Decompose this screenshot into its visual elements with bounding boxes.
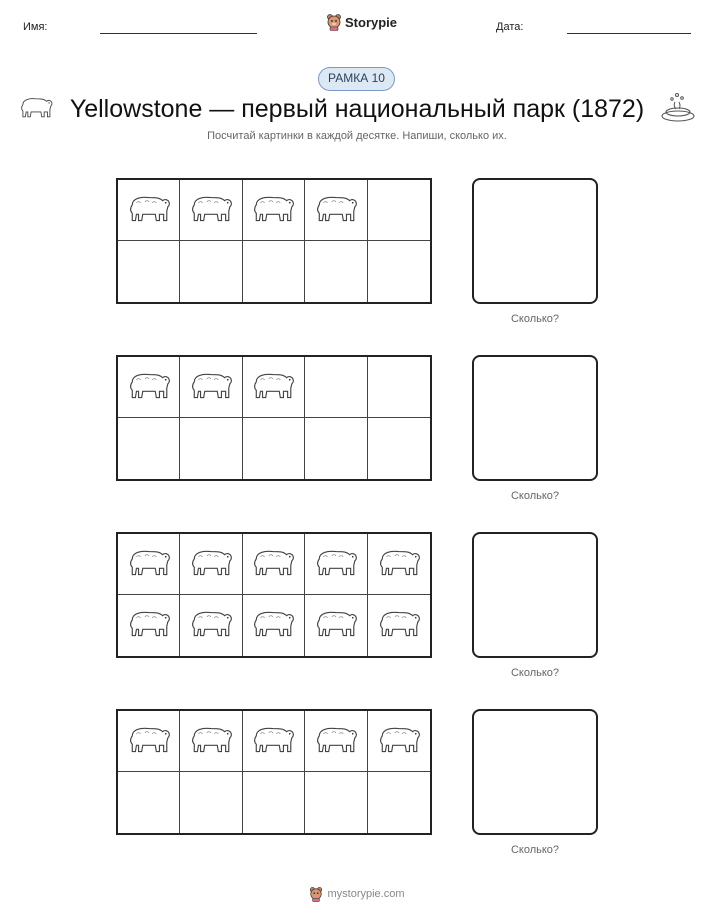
bear-icon	[250, 545, 296, 584]
frame-cell	[180, 534, 242, 595]
bear-icon	[376, 545, 422, 584]
brand-logo	[326, 13, 397, 31]
bear-icon	[188, 606, 234, 645]
frame-cell	[243, 357, 305, 418]
frame-cell	[368, 595, 430, 656]
bear-icon	[126, 545, 172, 584]
frame-cell	[118, 711, 180, 772]
instructions: Посчитай картинки в каждой десятке. Напиши, сколько их.	[207, 130, 507, 142]
frame-cell	[180, 772, 242, 833]
answer-box-3[interactable]	[472, 532, 598, 658]
frame-cell	[368, 180, 430, 241]
how-many-label-3: Сколько?	[510, 667, 560, 679]
frame-cell	[243, 418, 305, 479]
bear-icon	[313, 191, 359, 230]
bear-icon	[188, 722, 234, 761]
bear-icon	[250, 722, 296, 761]
frame-cell	[180, 180, 242, 241]
storypie-mascot-icon	[309, 886, 323, 902]
answer-box-2[interactable]	[472, 355, 598, 481]
bear-icon	[250, 606, 296, 645]
frame-cell	[305, 418, 367, 479]
frame-cell	[243, 241, 305, 302]
name-label: Имя:	[23, 21, 48, 33]
answer-box-4[interactable]	[472, 709, 598, 835]
frame-cell	[180, 418, 242, 479]
frame-cell	[243, 534, 305, 595]
bear-icon	[250, 191, 296, 230]
frame-cell	[118, 772, 180, 833]
frame-cell	[368, 418, 430, 479]
bear-icon	[376, 606, 422, 645]
ten-frame-4	[116, 709, 432, 835]
frame-cell	[368, 534, 430, 595]
brand-name: Storypie	[345, 14, 398, 30]
frame-cell	[118, 418, 180, 479]
bear-icon	[313, 545, 359, 584]
name-field[interactable]	[100, 33, 257, 34]
bear-icon	[313, 606, 359, 645]
frame-cell	[180, 711, 242, 772]
how-many-label-4: Сколько?	[510, 844, 560, 856]
frame-cell	[180, 357, 242, 418]
bear-icon	[376, 722, 422, 761]
footer-url: mystorypie.com	[327, 888, 405, 900]
frame-cell	[305, 595, 367, 656]
bear-icon	[250, 368, 296, 407]
frame-cell	[368, 241, 430, 302]
how-many-label-2: Сколько?	[510, 490, 560, 502]
date-label: Дата:	[496, 21, 524, 33]
frame-cell	[243, 595, 305, 656]
frame-cell	[118, 595, 180, 656]
frame-cell	[243, 711, 305, 772]
frame-cell	[118, 241, 180, 302]
frame-cell	[305, 241, 367, 302]
ten-frame-1	[116, 178, 432, 304]
frame-cell	[368, 711, 430, 772]
frame-cell	[368, 357, 430, 418]
bear-icon	[188, 191, 234, 230]
frame-cell	[118, 357, 180, 418]
frame-cell	[305, 180, 367, 241]
frame-cell	[305, 711, 367, 772]
bear-icon	[126, 368, 172, 407]
frame-cell	[305, 357, 367, 418]
bear-icon	[126, 191, 172, 230]
bear-icon	[188, 545, 234, 584]
ten-frame-2	[116, 355, 432, 481]
frame-cell	[305, 772, 367, 833]
bear-icon	[126, 606, 172, 645]
page-title: Yellowstone — первый национальный парк (1872)	[69, 95, 645, 123]
answer-box-1[interactable]	[472, 178, 598, 304]
frame-cell	[243, 772, 305, 833]
frame-cell	[305, 534, 367, 595]
bear-icon	[313, 722, 359, 761]
date-field[interactable]	[567, 33, 691, 34]
frame-cell	[118, 180, 180, 241]
storypie-mascot-icon	[326, 13, 342, 31]
footer	[0, 886, 714, 902]
how-many-label-1: Сколько?	[510, 313, 560, 325]
frame-badge: РАМКА 10	[318, 67, 395, 91]
frame-cell	[368, 772, 430, 833]
ten-frame-3	[116, 532, 432, 658]
bear-icon	[188, 368, 234, 407]
bear-icon	[126, 722, 172, 761]
frame-cell	[118, 534, 180, 595]
frame-cell	[180, 241, 242, 302]
frame-cell	[243, 180, 305, 241]
frame-cell	[180, 595, 242, 656]
